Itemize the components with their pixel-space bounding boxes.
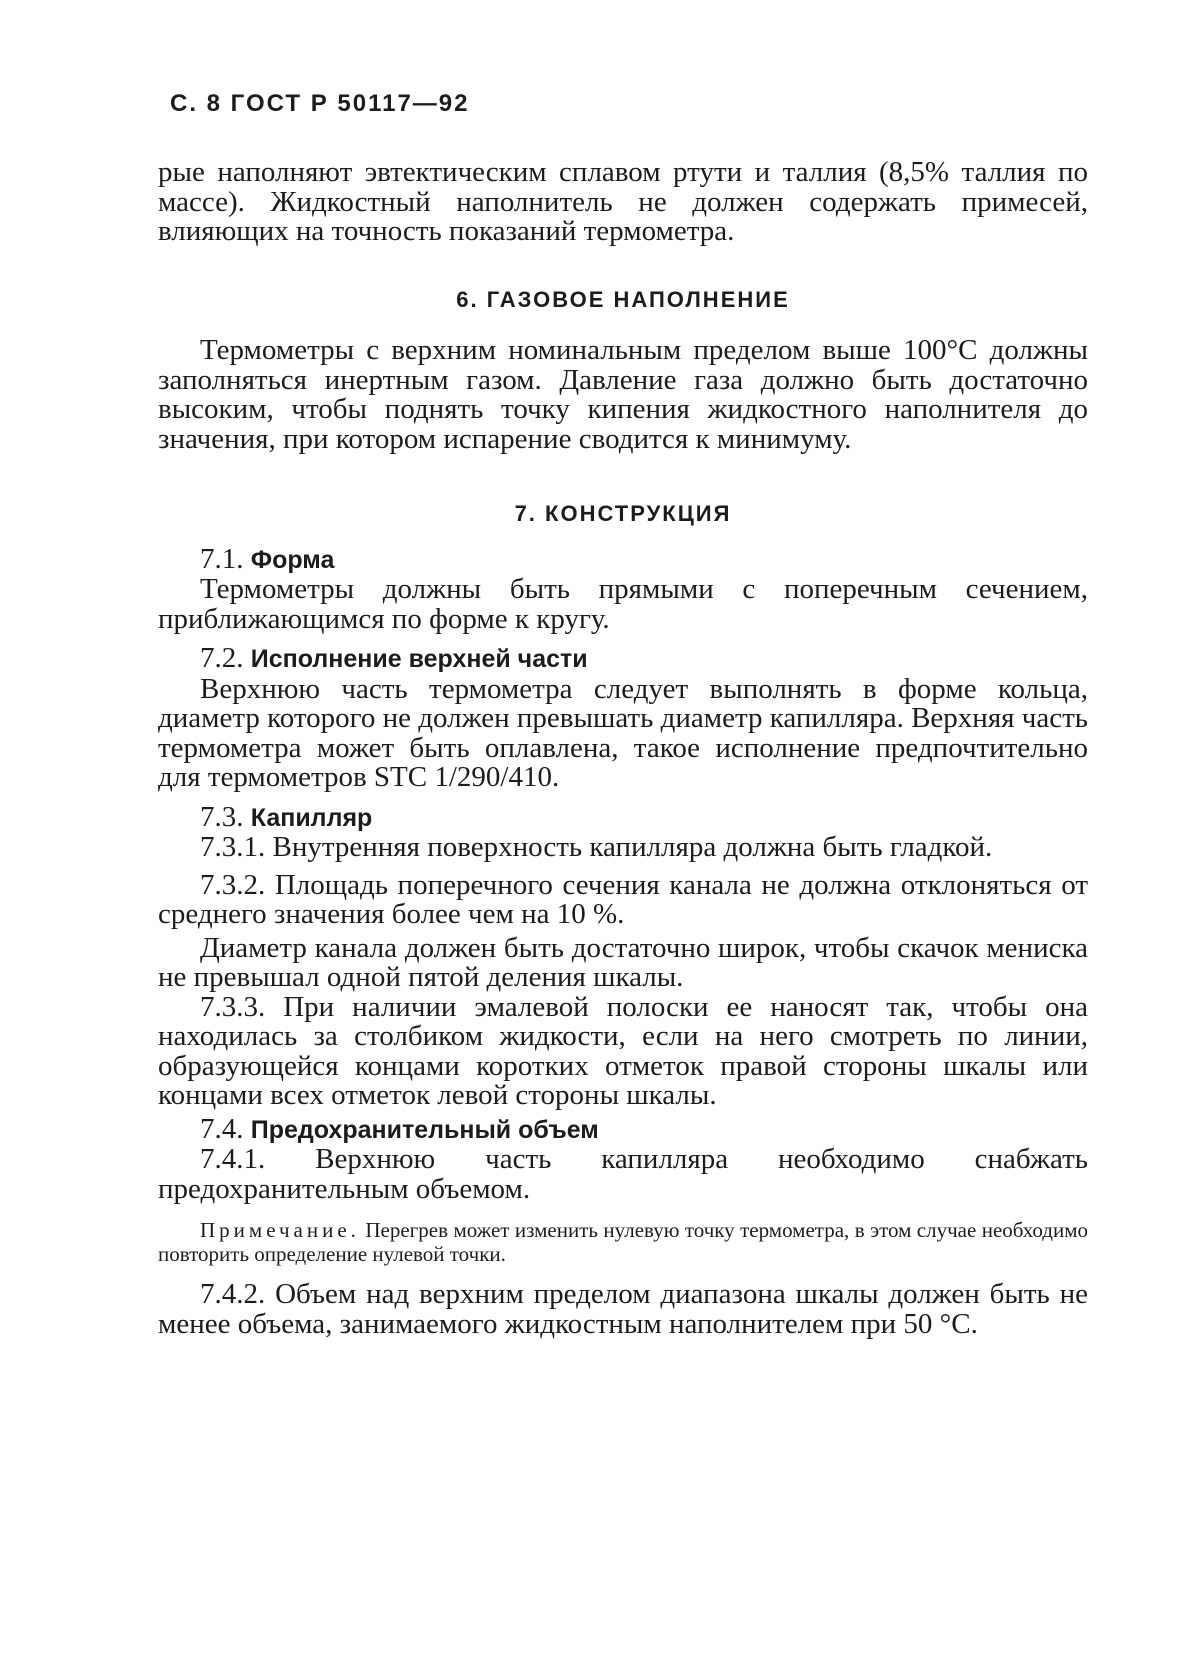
subsection-7-1-paragraph: Термометры должны быть прямыми с поперечным сечением, приближающимся по форме к кругу. (158, 573, 1088, 635)
subsection-title: Исполнение верхней части (250, 645, 588, 673)
section-6-paragraph: Термометры с верхним номинальным пределом выше 100°С должны заполняться инертным газом. Давление газа должно быть достаточно высоким, чтобы поднять точку кипения жидкостного наполнителя до значения, при котором испарение сводится к минимуму. (158, 334, 1088, 455)
subsection-number: 7.2. (200, 642, 244, 674)
page-content (158, 158, 1088, 1339)
subsection-number: 7.1. (200, 542, 244, 575)
subsection-7-1-heading (158, 542, 1088, 576)
clause-7-3-2: 7.3.2. Площадь поперечного сечения канала не должна отклоняться от среднего значения более чем на 10 %. (158, 868, 1088, 930)
page-header: С. 8 ГОСТ Р 50117—92 (170, 90, 470, 117)
note-text: Перегрев может изменить нулевую точку термометра, в этом случае необходимо повторить определение нулевой точки. (158, 1218, 1088, 1266)
note (158, 1218, 1088, 1266)
subsection-7-2-paragraph: Верхнюю часть термометра следует выполнять в форме кольца, диаметр которого не должен превышать диаметр капилляра. Верхняя часть термометра может быть оплавлена, такое исполнение предпочтительно для термометров STC 1/290/410. (158, 672, 1088, 793)
subsection-number: 7.3. (200, 800, 244, 833)
subsection-7-3-heading (158, 800, 1088, 834)
subsection-title: Форма (250, 545, 335, 574)
subsection-number: 7.4. (200, 1112, 244, 1145)
subsection-7-2-heading (158, 644, 1088, 675)
clause-7-4-1: 7.4.1. Верхнюю часть капилляра необходимо снабжать предохранительным объемом. (158, 1143, 1088, 1205)
intro-paragraph: рые наполняют эвтектическим сплавом ртути и таллия (8,5% таллия по массе). Жидкостный наполнитель не должен содержать примесей, влияющих на точность показаний термометра. (158, 156, 1088, 247)
clause-7-3-3: 7.3.3. При наличии эмалевой полоски ее наносят так, чтобы она находилась за столбиком жидкости, если на него смотреть по линии, образующейся концами коротких отметок правой стороны шкалы или концами всех отметок левой стороны шкалы. (158, 990, 1088, 1111)
section-7-heading: 7. КОНСТРУКЦИЯ (514, 501, 732, 526)
subsection-title: Капилляр (250, 803, 373, 832)
clause-7-3-1: 7.3.1. Внутренняя поверхность капилляра должна быть гладкой. (200, 831, 993, 863)
subsection-7-4-heading (158, 1112, 1088, 1146)
clause-7-3-2-continued: Диаметр канала должен быть достаточно широк, чтобы скачок мениска не превышал одной пятой деления шкалы. (158, 931, 1088, 993)
section-6-heading: 6. ГАЗОВОЕ НАПОЛНЕНИЕ (456, 286, 790, 312)
subsection-title: Предохранительный объем (250, 1115, 599, 1144)
note-label: Примечание. (200, 1218, 360, 1242)
clause-7-4-2: 7.4.2. Объем над верхним пределом диапазона шкалы должен быть не менее объема, занимаемого жидкостным наполнителем при 50 °С. (158, 1278, 1088, 1340)
